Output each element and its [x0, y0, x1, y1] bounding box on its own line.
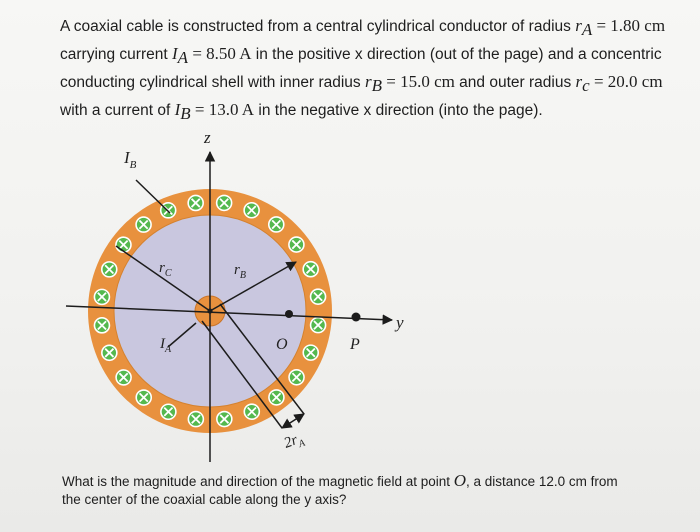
point-P [352, 313, 361, 322]
point-O [285, 310, 293, 318]
math-symbol: r [575, 16, 582, 35]
cross-in-circle-icon [311, 289, 326, 304]
math-subscript: A [177, 48, 189, 68]
question-line-1 [62, 472, 682, 491]
y-axis-label: y [396, 313, 404, 332]
cross-in-circle-icon [244, 404, 259, 419]
cross-in-circle-icon [136, 217, 151, 232]
cross-in-circle-icon [94, 289, 109, 304]
cross-in-circle-icon [136, 390, 151, 405]
core-current-dot [207, 308, 212, 313]
rB-label: $r_B$ [234, 262, 246, 281]
cross-in-circle-icon [244, 203, 259, 218]
math-value: = 15.0 cm [382, 72, 455, 92]
math-subscript: B [371, 76, 383, 96]
cross-in-circle-icon [188, 412, 203, 427]
point-symbol: O [453, 471, 467, 490]
problem-text: A coaxial cable is constructed from a central cylindrical conductor of radius [60, 18, 571, 35]
IB-label: $I_B$ [124, 148, 137, 171]
cross-in-circle-icon [102, 345, 117, 360]
2rA-dimension-arrow [282, 414, 304, 428]
math-value: = 20.0 cm [589, 72, 663, 92]
problem-text: conducting cylindrical shell with inner radius [60, 74, 361, 92]
cross-in-circle-icon [269, 217, 284, 232]
problem-text: with a current of [60, 102, 171, 120]
question-text-span: , a distance 12.0 cm from [466, 474, 618, 489]
2rA-label: $2r_A$ [281, 432, 307, 452]
cross-in-circle-icon [161, 404, 176, 419]
cross-in-circle-icon [289, 370, 304, 385]
IA-label: $I_A$ [160, 336, 172, 355]
math-symbol: r [575, 72, 583, 92]
math-subscript: A [581, 20, 593, 40]
cross-in-circle-icon [269, 390, 284, 405]
problem-text: in the positive x direction (out of the page) and a concentric [251, 46, 662, 64]
P-label: P [350, 336, 360, 353]
cross-in-circle-icon [116, 237, 131, 252]
cross-in-circle-icon [311, 318, 326, 333]
math-symbol: I [172, 44, 178, 64]
question-line-2: the center of the coaxial cable along the y axis? [62, 492, 347, 507]
cross-in-circle-icon [217, 412, 232, 427]
math-symbol: I [174, 100, 181, 120]
cross-in-circle-icon [217, 195, 232, 210]
rC-label: $r_C$ [159, 260, 172, 279]
math-symbol: r [365, 72, 372, 92]
O-label: O [276, 336, 288, 353]
z-axis-label: z [204, 128, 211, 147]
math-value: = 1.80 cm [592, 16, 666, 35]
cross-in-circle-icon [289, 237, 304, 252]
cross-in-circle-icon [94, 318, 109, 333]
math-subscript: B [180, 104, 191, 124]
problem-text: in the negative x direction (into the page). [254, 102, 543, 120]
cross-in-circle-icon [303, 262, 318, 277]
cross-in-circle-icon [102, 262, 117, 277]
cross-in-circle-icon [116, 370, 131, 385]
math-subscript: c [582, 76, 590, 96]
question-text [62, 472, 682, 509]
problem-text: and outer radius [454, 74, 572, 92]
cross-in-circle-icon [188, 195, 203, 210]
problem-text: carrying current [60, 46, 168, 64]
math-value: = 13.0 A [190, 100, 255, 120]
question-text-span: What is the magnitude and direction of the magnetic field at point [62, 474, 450, 489]
cross-in-circle-icon [303, 345, 318, 360]
math-value: = 8.50 A [188, 44, 252, 64]
